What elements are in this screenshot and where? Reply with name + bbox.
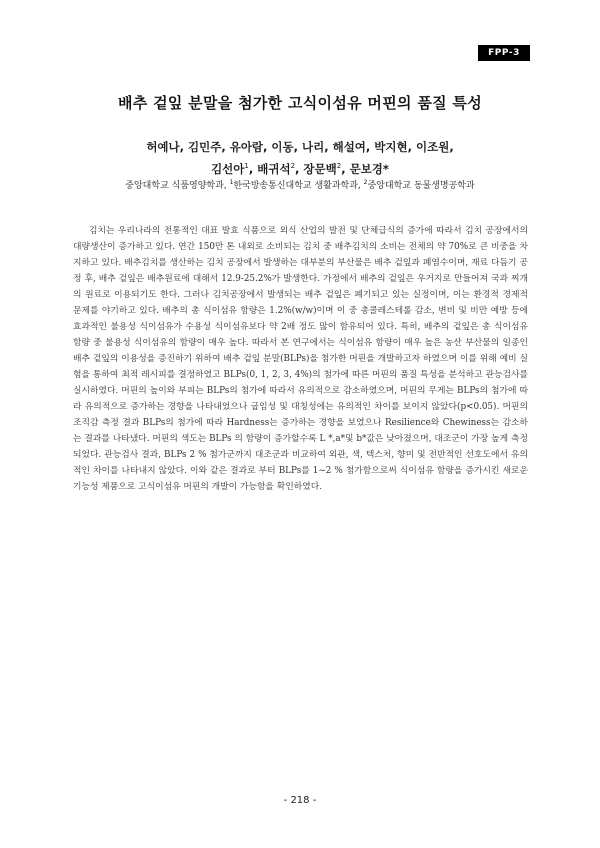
session-badge: FPP-3	[478, 45, 530, 61]
affiliation-text: 한국방송통신대학교 생활과학과,	[233, 181, 364, 191]
affiliation-text: 중앙대학교 동물생명공학과	[367, 181, 475, 191]
author-name: , 장문백	[295, 161, 337, 176]
abstract-body: 김치는 우리나라의 전통적인 대표 발효 식품으로 외식 산업의 발전 및 단체급식의 증가에 따라서 김치 공장에서의 대량생산이 증가하고 있다. 연간 150만 톤 내외로 소비되는 김치 중 배추김치의 소비는 전체의 약 70%로 큰 비중을 차지하고 있다. 배추김치를 생산하는 김치 공장에서 발생하는 대부분의 부산물은 배추 겉잎과 폐염수이며, 재료 다듬기 공정 후, 배추 겉잎은 배추원료에 대해서 12.9-25.2%가 발생한다. 가정에서 배추의 겉잎은 우거지로 만들어져 국과 찌개의 원료로 이용되기도 한다. 그러나 김치공장에서 발생되는 배추 겉잎은 폐기되고 있는 실정이며, 이는 환경적 경제적 문제를 야기하고 있다. 배추의 총 식이섬유 함량은 1.2%(w/w)이며 이 중 총콜레스테롤 감소, 변비 및 비만 예방 등에 효과적인 불용성 식이섬유가 수용성 식이섬유보다 약 2배 정도 많이 함유되어 있다. 특히, 배추의 겉잎은 총 식이섬유 함량 중 불용성 식이섬유의 함량이 매우 높다. 따라서 본 연구에서는 식이섬유 함량이 매우 높은 농산 부산물의 일종인 배추 겉잎의 이용성을 증진하기 위하여 배추 겉잎 분말(BLPs)을 첨가한 머핀을 개발하고자 하였으며 이를 위해 예비 실험을 통하여 최적 레시피를 결정하였고 BLPs(0, 1, 2, 3, 4%)의 첨가에 따른 머핀의 품질 특성을 분석하고 관능검사를 실시하였다. 머핀의 높이와 부피는 BLPs의 첨가에 따라서 유의적으로 감소하였으며, 머핀의 무게는 BLPs의 첨가에 따라 유의적으로 증가하는 경향을 나타내었으나 굽임성 및 대칭성에는 유의적인 차이를 보이지 않았다(p<0.05). 머핀의 조직감 측정 결과 BLPs의 첨가에 따라 Hardness는 증가하는 경향을 보였으나 Resilience와 Chewiness는 감소하는 결과를 나타냈다. 머핀의 색도는 BLPs 의 함량이 증가할수록 L *,a*및 b*값은 낮아졌으며, 대조군이 가장 높게 측정되었다. 관능검사 결과, BLPs 2 % 첨가군까지 대조군과 비교하여 외관, 색, 텍스처, 향미 및 전반적인 선호도에서 유의적인 차이를 나타내지 않았다. 이와 같은 결과로 부터 BLPs를 1~2 % 첨가함으로써 식이섬유 함량을 증가시킨 새로운 기능성 제품으로 고식이섬유 머핀의 개발이 가능함을 확인하였다.	[73, 226, 528, 492]
author-name: , 문보경*	[341, 161, 389, 176]
affiliation-marker: 2	[336, 162, 342, 170]
affiliation-marker: 2	[363, 179, 368, 186]
affiliations	[0, 178, 600, 191]
author-name: , 배귀석	[248, 161, 291, 176]
author-line-1: 허예나, 김민주, 유아람, 이동, 나리, 해설여, 박지현, 이조원,	[146, 140, 454, 154]
author-list	[0, 138, 600, 179]
affiliation-marker: 1	[244, 162, 249, 170]
author-line-2	[0, 157, 600, 179]
page-number: - 218 -	[283, 795, 317, 806]
author-name: 김선아	[211, 161, 245, 176]
affiliation-text: 중앙대학교 식품영양학과,	[125, 181, 230, 191]
affiliation-marker: 1	[229, 179, 234, 186]
paper-title: 배추 겉잎 분말을 첨가한 고식이섬유 머핀의 품질 특성	[117, 94, 483, 112]
affiliation-marker: 2	[290, 162, 296, 170]
